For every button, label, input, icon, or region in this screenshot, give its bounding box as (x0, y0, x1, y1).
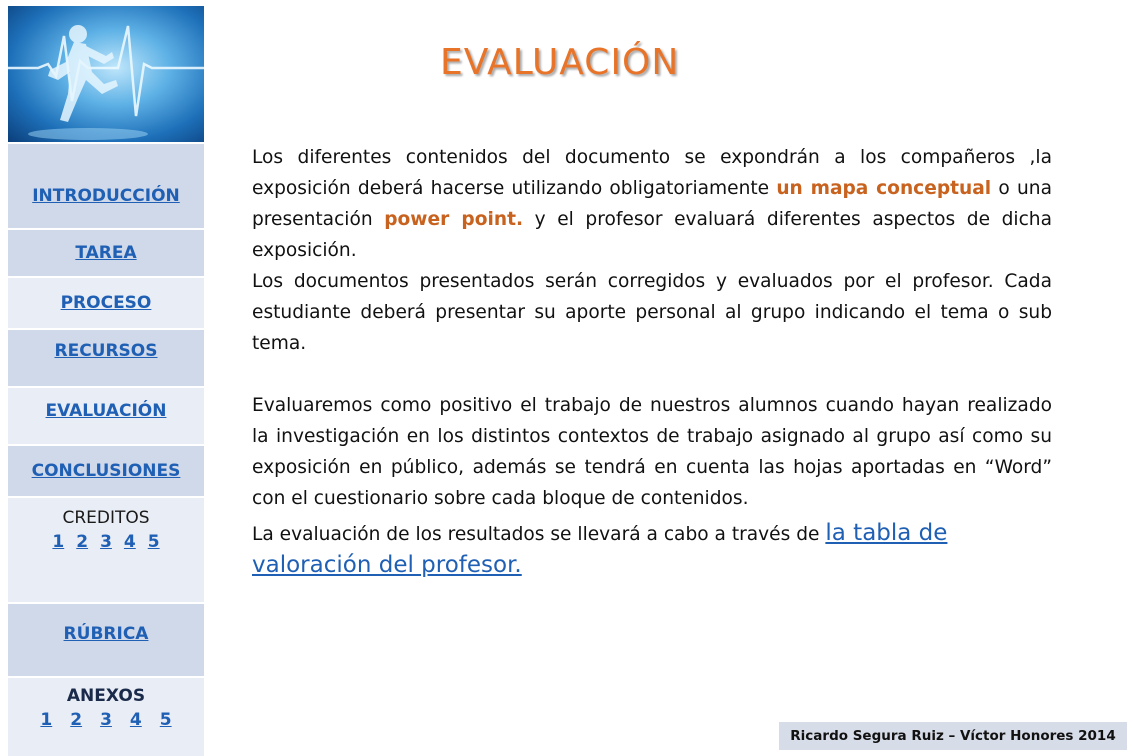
anexos-links (40, 710, 171, 730)
anexos-link-4[interactable]: 4 (129, 710, 142, 730)
anexos-link-1[interactable]: 1 (40, 710, 53, 730)
paragraph-exposicion-text-1: Los diferentes contenidos del documento se expondrán a los compañeros ,la exposición deberá hacerse utilizando obligatoriamente (252, 147, 1052, 199)
main-content (252, 142, 1052, 582)
nav-link-evaluacion[interactable]: EVALUACIÓN (45, 401, 167, 421)
paragraph-tabla-valoracion-text: La evaluación de los resultados se llevará a cabo a través de (252, 524, 826, 545)
creditos-link-5[interactable]: 5 (147, 532, 160, 552)
creditos-label: CREDITOS (62, 508, 150, 528)
highlight-power-point: power point. (384, 209, 524, 230)
nav-item-conclusiones[interactable] (8, 444, 204, 496)
paragraph-exposicion (252, 142, 1052, 266)
anexos-link-3[interactable]: 3 (100, 710, 112, 730)
creditos-link-4[interactable]: 4 (123, 532, 136, 552)
anexos-link-5[interactable]: 5 (159, 710, 172, 730)
nav-link-conclusiones[interactable]: CONCLUSIONES (31, 461, 181, 481)
nav-link-recursos[interactable]: RECURSOS (54, 341, 158, 361)
running-figure-heartbeat-icon (8, 6, 204, 142)
paragraph-tabla-valoracion (252, 518, 1052, 582)
anexos-label: ANEXOS (66, 686, 146, 706)
highlight-mapa-conceptual: un mapa conceptual (776, 178, 992, 199)
nav-link-rubrica[interactable]: RÚBRICA (63, 624, 149, 644)
footer-credits: Ricardo Segura Ruiz – Víctor Honores 2014 (779, 722, 1127, 750)
page-title: EVALUACIÓN (440, 42, 680, 83)
nav-item-proceso[interactable] (8, 276, 204, 328)
nav-item-tarea[interactable] (8, 228, 204, 276)
nav-group-creditos (8, 496, 204, 602)
nav-link-introduccion[interactable]: INTRODUCCIÓN (32, 186, 180, 206)
nav-link-proceso[interactable]: PROCESO (60, 293, 152, 313)
paragraph-documentos: Los documentos presentados serán corregidos y evaluados por el profesor. Cada estudiante deberá presentar su aporte personal al grupo indicando el tema o sub tema. (252, 271, 1052, 354)
paragraph-exposicion-text-3: y el profesor evaluará diferentes aspectos de dicha exposición. (252, 209, 1052, 261)
tabla-valoracion-link[interactable]: la tabla de valoración del profesor. (252, 520, 948, 578)
sidebar-nav (8, 6, 204, 756)
creditos-link-3[interactable]: 3 (100, 532, 112, 552)
creditos-link-2[interactable]: 2 (76, 532, 89, 552)
nav-item-introduccion[interactable] (8, 144, 204, 228)
paragraph-evaluaremos: Evaluaremos como positivo el trabajo de nuestros alumnos cuando hayan realizado la investigación en los distintos contextos de trabajo asignado al grupo así como su exposición en público, además se tendrá en cuenta las hojas aportadas en “Word” con el cuestionario sobre cada bloque de contenidos. (252, 395, 1052, 509)
nav-group-anexos (8, 676, 204, 756)
creditos-link-1[interactable]: 1 (52, 532, 65, 552)
anexos-link-2[interactable]: 2 (70, 710, 83, 730)
nav-item-rubrica[interactable] (8, 602, 204, 676)
nav-link-tarea[interactable]: TAREA (75, 243, 137, 263)
creditos-links (52, 532, 159, 552)
paragraph-exposicion-text-2: o una presentación (252, 178, 1052, 230)
nav-item-evaluacion[interactable] (8, 386, 204, 444)
nav-item-recursos[interactable] (8, 328, 204, 386)
